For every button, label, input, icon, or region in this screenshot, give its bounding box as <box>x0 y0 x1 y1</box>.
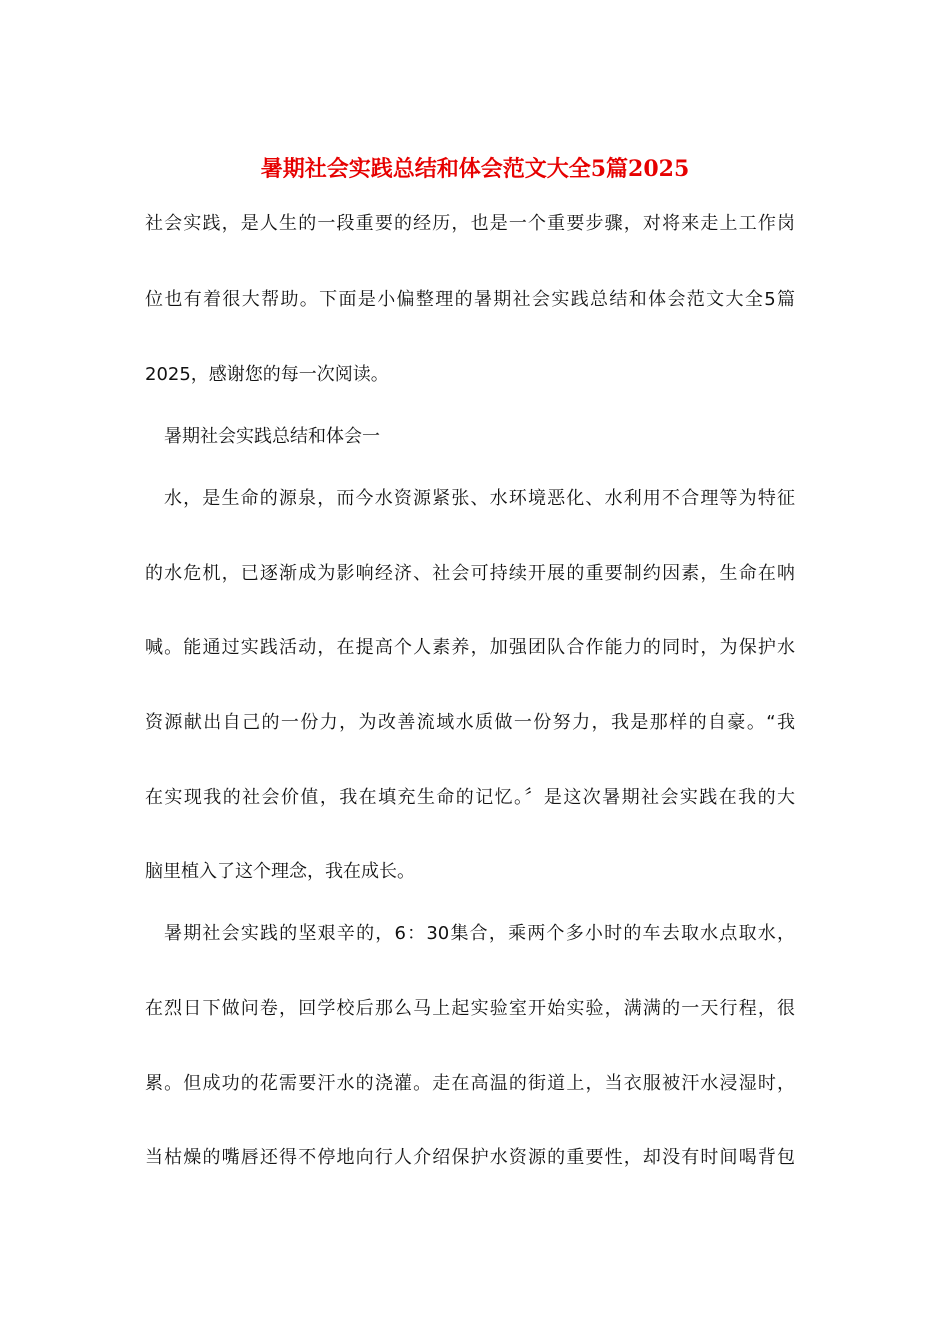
paragraph1-line-1: 水，是生命的源泉，而今水资源紧张、水环境恶化、水利用不合理等为特征 <box>164 488 795 509</box>
intro-line-2: 位也有着很大帮助。下面是小偏整理的暑期社会实践总结和体会范文大全5篇 <box>145 289 795 310</box>
document-title: 暑期社会实践总结和体会范文大全5篇2025 <box>260 156 690 182</box>
paragraph1-line-3: 喊。能通过实践活动，在提高个人素养，加强团队合作能力的同时，为保护水 <box>145 637 795 658</box>
intro-line-3: 2025，感谢您的每一次阅读。 <box>145 364 389 385</box>
paragraph1-line-6: 脑里植入了这个理念，我在成长。 <box>145 861 415 882</box>
paragraph2-line-4: 当枯燥的嘴唇还得不停地向行人介绍保护水资源的重要性，却没有时间喝背包 <box>145 1147 795 1168</box>
section-heading: 暑期社会实践总结和体会一 <box>164 426 380 447</box>
paragraph1-line-4: 资源献出自己的一份力，为改善流域水质做一份努力，我是那样的自豪。“我 <box>145 712 795 733</box>
paragraph2-line-2: 在烈日下做问卷，回学校后那么马上起实验室开始实验，满满的一天行程，很 <box>145 998 795 1019</box>
paragraph2-line-1: 暑期社会实践的坚艰辛的，6：30集合，乘两个多小时的车去取水点取水， <box>164 923 795 944</box>
paragraph1-line-2: 的水危机，已逐渐成为影响经济、社会可持续开展的重要制约因素，生命在呐 <box>145 563 795 584</box>
intro-line-1: 社会实践，是人生的一段重要的经历，也是一个重要步骤，对将来走上工作岗 <box>145 213 795 234</box>
paragraph1-line-5: 在实现我的社会价值，我在填充生命的记忆。〞是这次暑期社会实践在我的大 <box>145 787 795 808</box>
paragraph2-line-3: 累。但成功的花需要汗水的浇灌。走在高温的街道上，当衣服被汗水浸湿时， <box>145 1073 795 1094</box>
